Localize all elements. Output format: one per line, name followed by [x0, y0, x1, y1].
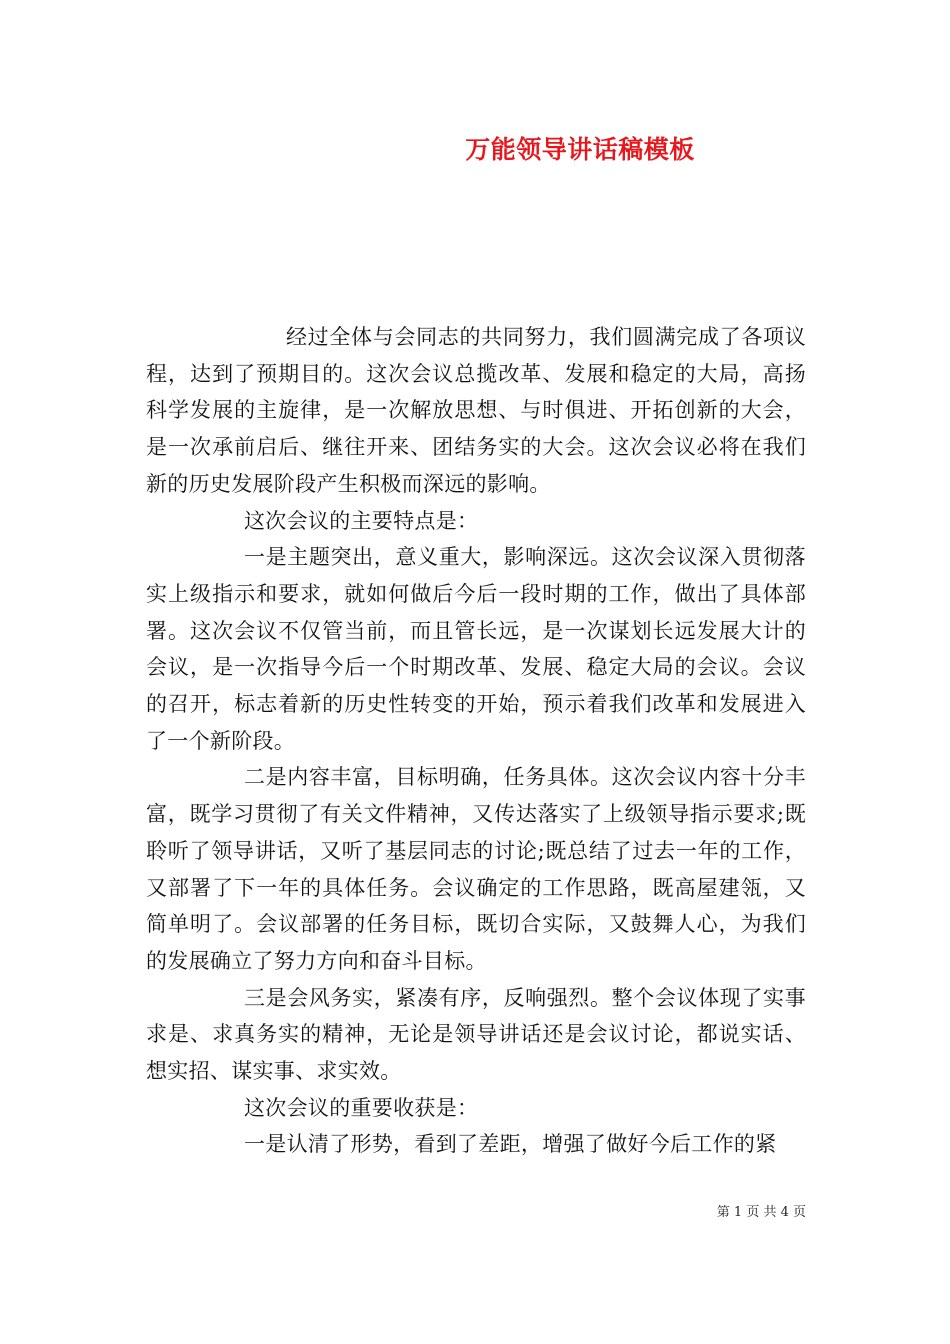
document-body: [146, 319, 806, 1163]
paragraph-gains-heading: 这次会议的重要收获是：: [244, 1095, 479, 1120]
paragraph-feature-3: 三是会风务实，紧凑有序，反响强烈。整个会议体现了实事求是、求真务实的精神，无论是领导讲话还是会议讨论，都说实话、想实招、谋实事、求实效。: [146, 985, 806, 1084]
paragraph-feature-1: 一是主题突出，意义重大，影响深远。这次会议深入贯彻落实上级指示和要求，就如何做后今后一段时期的工作，做出了具体部署。这次会议不仅管当前，而且管长远，是一次谋划长远发展大计的会议，是一次指导今后一个时期改革、发展、稳定大局的会议。会议的召开，标志着新的历史性转变的开始，预示着我们改革和发展进入了一个新阶段。: [146, 545, 806, 753]
paragraph-intro: 经过全体与会同志的共同努力，我们圆满完成了各项议程，达到了预期目的。这次会议总揽改革、发展和稳定的大局，高扬科学发展的主旋律，是一次解放思想、与时俱进、开拓创新的大会，是一次承前启后、继往开来、团结务实的大会。这次会议必将在我们新的历史发展阶段产生积极而深远的影响。: [146, 325, 806, 496]
paragraph-gain-1: 一是认清了形势，看到了差距，增强了做好今后工作的紧: [244, 1132, 777, 1157]
paragraph-feature-2: 二是内容丰富，目标明确，任务具体。这次会议内容十分丰富，既学习贯彻了有关文件精神，又传达落实了上级领导指示要求;既聆听了领导讲话，又听了基层同志的讨论;既总结了过去一年的工作，又部署了下一年的具体任务。会议确定的工作思路，既高屋建瓴，又简单明了。会议部署的任务目标，既切合实际，又鼓舞人心，为我们的发展确立了努力方向和奋斗目标。: [146, 765, 806, 973]
document-title: 万能领导讲话稿模板: [465, 135, 695, 164]
paragraph-features-heading: 这次会议的主要特点是：: [244, 508, 479, 533]
page-footer: 第 1 页 共 4 页: [716, 1205, 806, 1220]
